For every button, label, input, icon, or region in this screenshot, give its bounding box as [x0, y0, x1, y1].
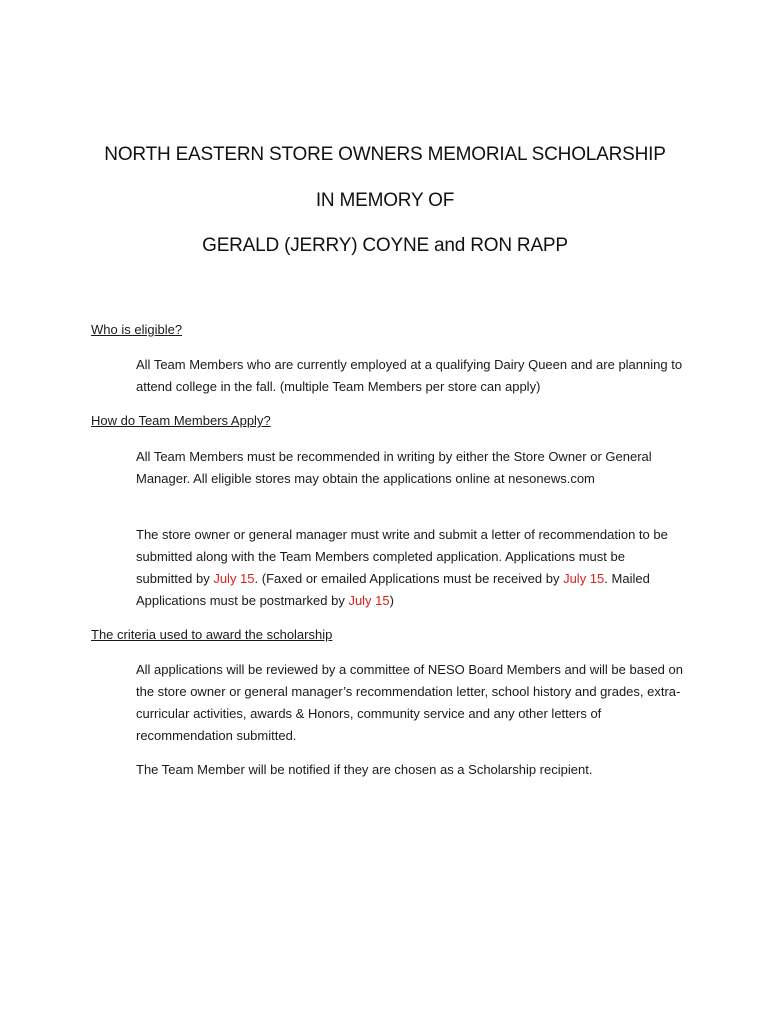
apply-paragraph-2-part-c: . Mailed Applications must be postmarked by	[136, 571, 650, 608]
apply-paragraph-2-part-b: . (Faxed or emailed Applications must be received by	[254, 571, 564, 586]
apply-paragraph-2	[136, 524, 684, 612]
title-line-3: GERALD (JERRY) COYNE and RON RAPP	[202, 235, 568, 256]
eligibility-heading: Who is eligible?	[91, 322, 183, 337]
deadline-date-3: July 15	[348, 593, 390, 608]
apply-paragraph-2-part-a: The store owner or general manager must write and submit a letter of recommendation to be submitted along with the Team Members completed application. Applications must be submitted by	[136, 527, 668, 586]
eligibility-text: All Team Members who are currently employed at a qualifying Dairy Queen and are planning to attend college in the fall. (multiple Team Members per store can apply)	[136, 357, 683, 394]
title-line-2: IN MEMORY OF	[315, 190, 455, 211]
criteria-paragraph-2: The Team Member will be notified if they are chosen as a Scholarship recipient.	[136, 762, 593, 777]
criteria-heading: The criteria used to award the scholarship	[91, 627, 333, 642]
deadline-date-1: July 15	[213, 571, 255, 586]
apply-heading: How do Team Members Apply?	[91, 413, 271, 428]
deadline-date-2: July 15	[563, 571, 605, 586]
title-line-1: NORTH EASTERN STORE OWNERS MEMORIAL SCHOLARSHIP	[104, 144, 666, 165]
apply-paragraph-1: All Team Members must be recommended in writing by either the Store Owner or General Manager. All eligible stores may obtain the applications online at nesonews.com	[136, 449, 652, 486]
apply-paragraph-2-part-d: )	[389, 593, 394, 608]
criteria-paragraph-1: All applications will be reviewed by a committee of NESO Board Members and will be based on the store owner or general manager’s recommendation letter, school history and grades, extra-curricular activities, awards & Honors, community service and any other letters of recommendation submitted.	[136, 662, 683, 743]
